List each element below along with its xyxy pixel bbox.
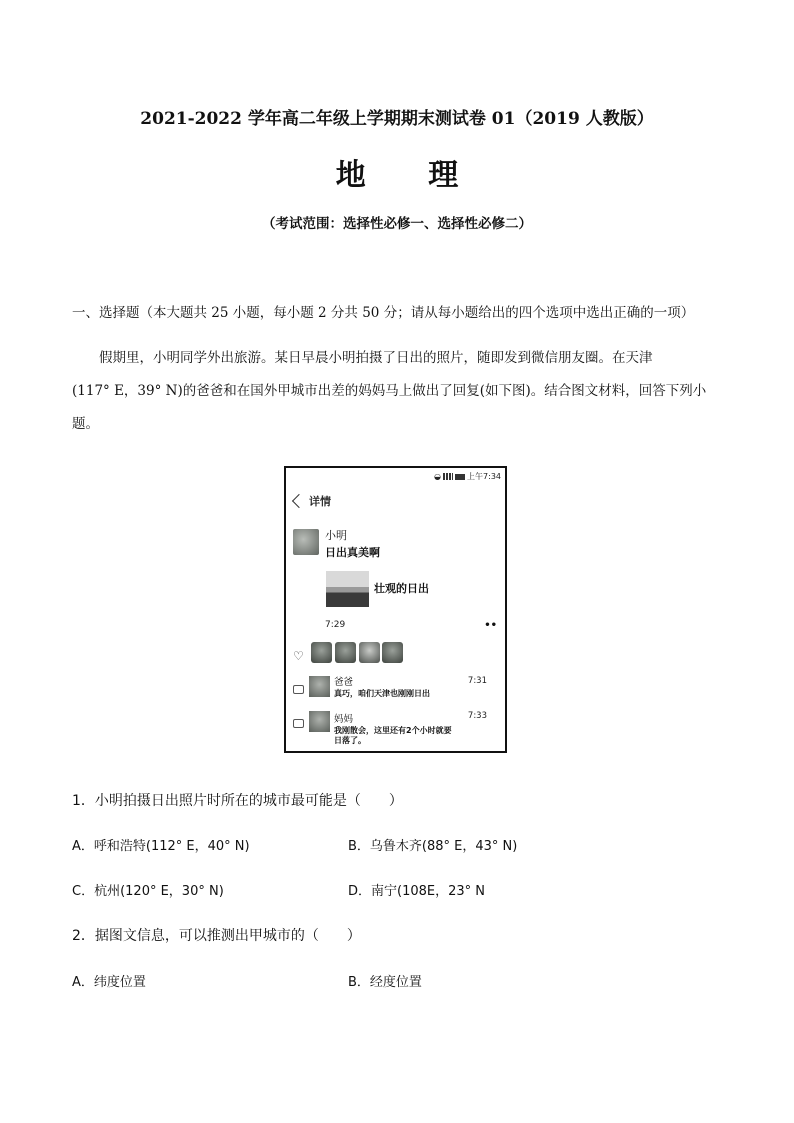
post-text: 日出真美啊 — [325, 546, 380, 559]
comment-text: 我刚散会，这里还有2个小时就要日落了。 — [334, 726, 452, 745]
comment-text: 真巧，咱们天津也刚刚日出 — [334, 689, 430, 698]
exam-range: （考试范围：选择性必修一、选择性必修二） — [262, 216, 532, 232]
question-1-stem: 1．小明拍摄日出照片时所在的城市最可能是（ ） — [72, 793, 403, 809]
comment-time: 7:33 — [467, 711, 487, 721]
status-time: 上午7:34 — [467, 472, 501, 481]
exam-title: 2021-2022 学年高二年级上学期期末测试卷 01（2019 人教版） — [140, 109, 654, 129]
question-1-option-a: A．呼和浩特(112° E，40° N) — [72, 839, 250, 854]
question-2-option-b: B．经度位置 — [348, 975, 422, 990]
passage-line-1: 假期里，小明同学外出旅游。某日早晨小明拍摄了日出的照片，随即发到微信朋友圈。在天津 — [99, 350, 653, 366]
question-1-option-c: C．杭州(120° E，30° N) — [72, 884, 224, 899]
comment-avatar — [309, 676, 330, 697]
comment-time: 7:31 — [467, 676, 487, 686]
detail-header — [290, 493, 331, 509]
passage-line-3: 题。 — [72, 416, 99, 432]
passage — [72, 342, 722, 441]
passage-line-2: (117° E，39° N)的爸爸和在国外甲城市出差的妈妈马上做出了回复(如下图)。结合图文材料，回答下列小 — [72, 383, 707, 399]
poster-name: 小明 — [325, 529, 347, 542]
photo-caption: 壮观的日出 — [374, 582, 429, 595]
comment-icon — [293, 719, 304, 728]
like-avatar — [359, 642, 380, 663]
battery-icon — [455, 474, 465, 480]
poster-avatar — [293, 529, 319, 555]
signal-icon — [443, 473, 453, 480]
question-1-option-d: D．南宁(108E，23° N — [348, 884, 486, 899]
like-avatar — [382, 642, 403, 663]
comment-icon — [293, 685, 304, 694]
wechat-screenshot-figure — [284, 466, 507, 753]
comment-name: 妈妈 — [334, 714, 354, 725]
wifi-icon: ◒ — [434, 472, 442, 481]
back-arrow-icon — [292, 494, 306, 508]
more-dots-icon: •• — [484, 620, 497, 631]
subject-title: 地 理 — [335, 158, 485, 193]
section-heading: 一、选择题（本大题共 25 小题，每小题 2 分共 50 分；请从每小题给出的四个选项中选出正确的一项） — [72, 305, 695, 321]
heart-icon: ♡ — [293, 649, 304, 663]
like-avatar — [335, 642, 356, 663]
sunrise-photo — [326, 571, 369, 607]
comment-name: 爸爸 — [334, 677, 354, 688]
question-1-option-b: B．乌鲁木齐(88° E，43° N) — [348, 839, 518, 854]
post-time: 7:29 — [325, 620, 346, 630]
status-bar — [434, 471, 501, 482]
like-avatar — [311, 642, 332, 663]
detail-title: 详情 — [309, 495, 331, 508]
question-2-option-a: A．纬度位置 — [72, 975, 146, 990]
question-2-stem: 2．据图文信息，可以推测出甲城市的（ ） — [72, 928, 361, 944]
comment-avatar — [309, 711, 330, 732]
